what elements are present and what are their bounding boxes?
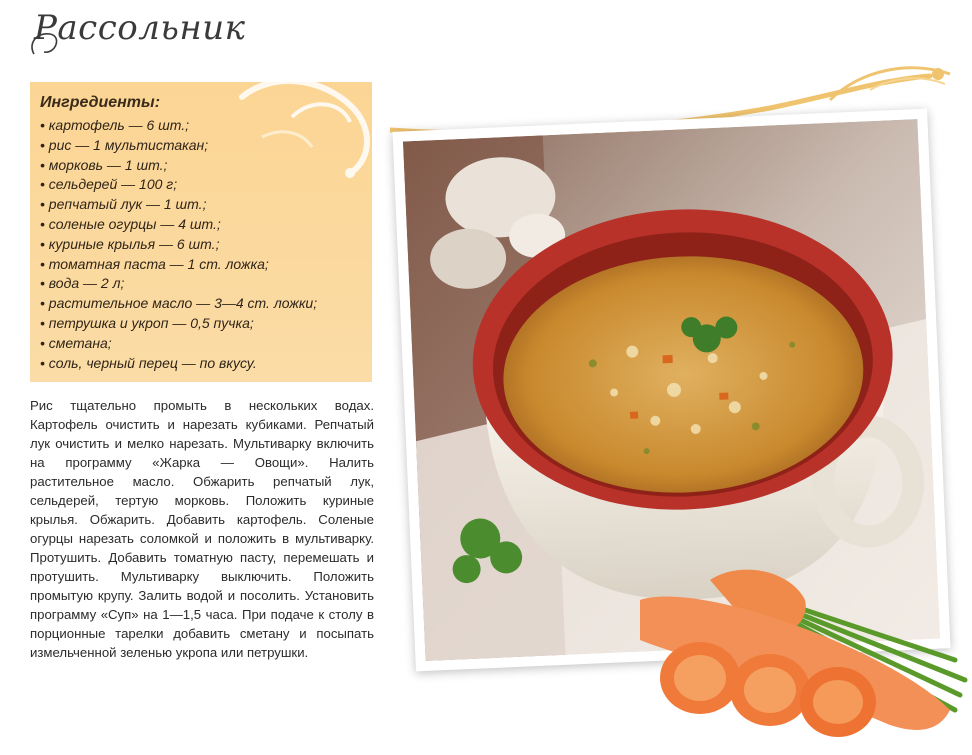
list-item: • соль, черный перец — по вкусу. [40,354,317,374]
list-item: • морковь — 1 шт.; [40,156,317,176]
list-item: • репчатый лук — 1 шт.; [40,195,317,215]
list-item: • рис — 1 мультистакан; [40,136,317,156]
recipe-title: Рассольник [34,8,246,48]
list-item: • вода — 2 л; [40,274,317,294]
ingredients-panel [30,82,372,382]
list-item: • куриные крылья — 6 шт.; [40,235,317,255]
list-item: • картофель — 6 шт.; [40,116,317,136]
list-item: • сельдерей — 100 г; [40,175,317,195]
ingredients-heading: Ингредиенты: [40,94,161,111]
cooking-instructions: Рис тщательно промыть в нескольких водах. Картофель очистить и нарезать кубиками. Репчатый лук очистить и мелко нарезать. Мультиварку включить на программу «Жарка — Овощи». Налить растительное масло. Обжарить репчатый лук, сельдерей, тертую морковь. Положить куриные крылья. Обжарить. Добавить картофель. Соленые огурцы нарезать соломкой и положить в мультиварку. Протушить. Добавить томатную пасту, перемешать и протушить. Мультиварку выключить. Положить промытую крупу. Залить водой и посолить. Установить программу «Суп» на 1—1,5 часа. При подаче к столу в порционные тарелки добавить сметану и посыпать измельченной зеленью укропа или петрушки. [30,398,374,660]
list-item: • растительное масло — 3—4 ст. ложки; [40,294,317,314]
list-item: • петрушка и укроп — 0,5 пучка; [40,314,317,334]
ingredients-list [40,116,317,373]
list-item: • сметана; [40,334,317,354]
carrots-illustration [560,530,972,755]
list-item: • соленые огурцы — 4 шт.; [40,215,317,235]
list-item: • томатная паста — 1 ст. ложка; [40,255,317,275]
